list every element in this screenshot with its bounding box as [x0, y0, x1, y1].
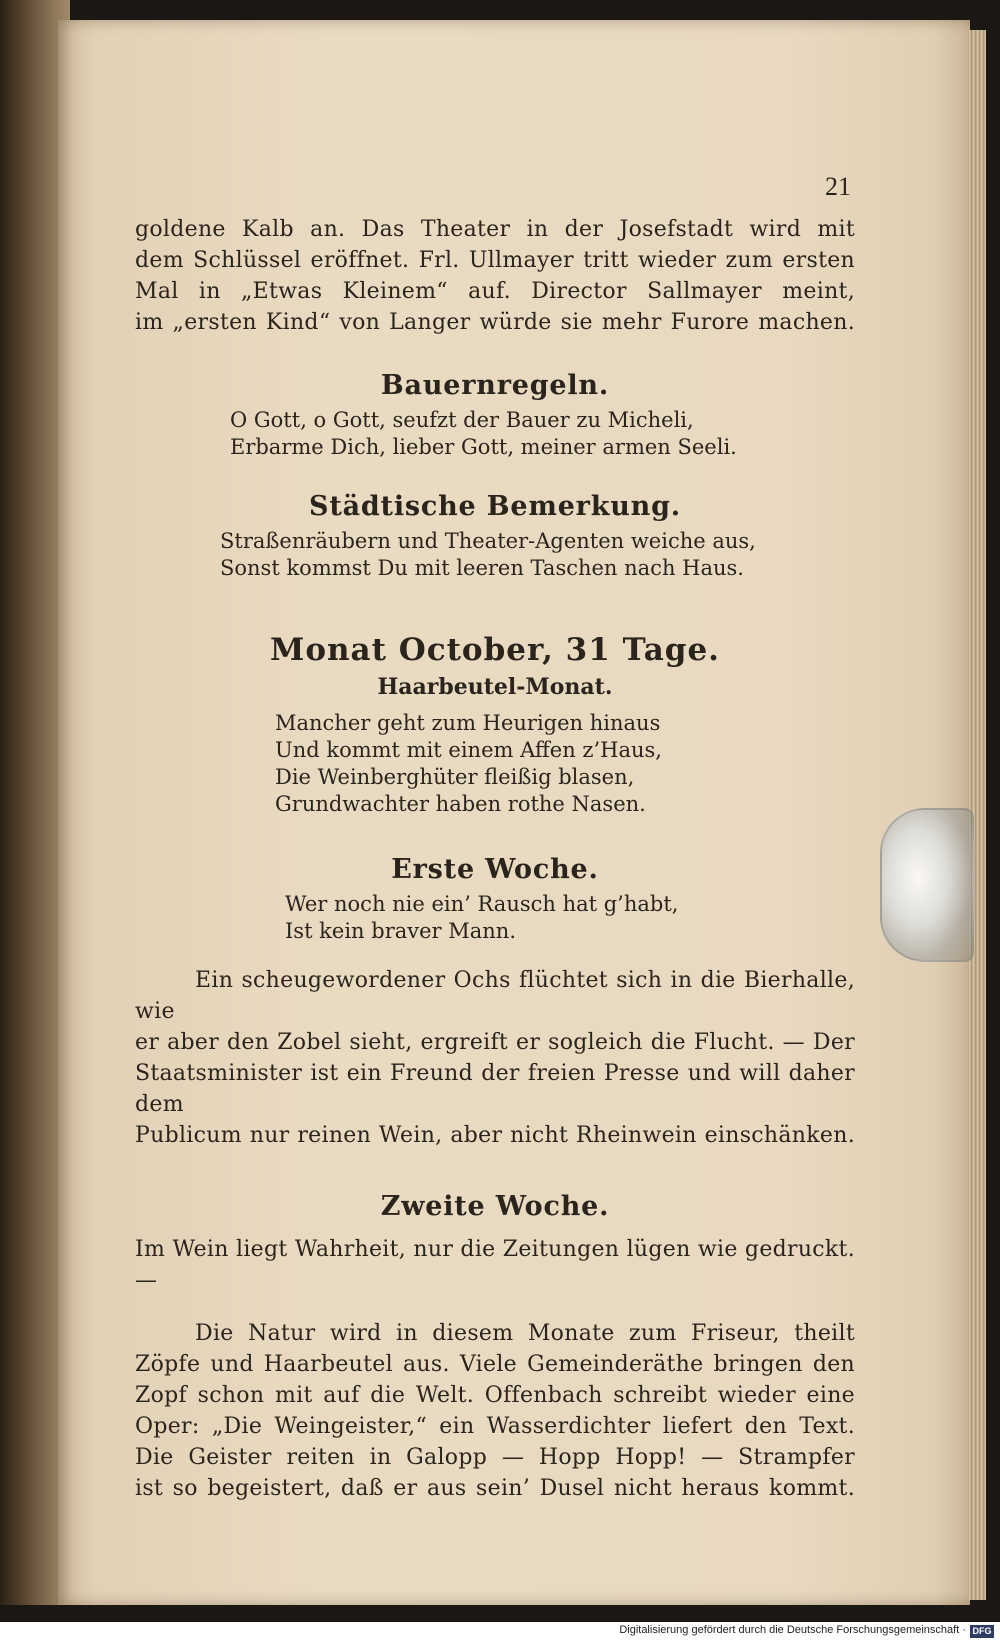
verse-line: Straßenräubern und Theater-Agenten weiche aus, [220, 529, 756, 553]
section-erste-woche [135, 854, 855, 1151]
section-title: Bauernregeln. [380, 370, 610, 401]
text-line: Publicum nur reinen Wein, aber nicht Rheinwein einschänken. [135, 1123, 855, 1148]
section-staedtische-bemerkung [135, 491, 855, 582]
intro-paragraph [135, 214, 855, 338]
verse-line: Sonst kommst Du mit leeren Taschen nach Haus. [220, 556, 744, 580]
verse-line: Mancher geht zum Heurigen hinaus [275, 711, 661, 735]
text-line: Die Geister reiten in Galopp — Hopp Hopp! — Strampfer [135, 1445, 855, 1470]
text-line: Zopf schon mit auf die Welt. Offenbach schreibt wieder eine [135, 1383, 855, 1408]
text-line: Oper: „Die Weingeister,“ ein Wasserdichter liefert den Text. [135, 1414, 855, 1439]
month-subtitle: Haarbeutel-Monat. [377, 674, 613, 700]
verse-line: Ist kein braver Mann. [285, 919, 517, 943]
verse-line: Die Weinberghüter fleißig blasen, [275, 765, 635, 789]
footer-credit: Digitalisierung gefördert durch die Deutsche Forschungsgemeinschaft · [619, 1624, 966, 1636]
section-month-october [135, 632, 855, 818]
section-bauernregeln [135, 370, 855, 461]
text-line: dem Schlüssel eröffnet. Frl. Ullmayer tritt wieder zum ersten [135, 248, 855, 273]
dfg-logo: DFG [970, 1625, 994, 1638]
page-clip [880, 808, 974, 962]
text-line: im „ersten Kind“ von Langer würde sie mehr Furore machen. [135, 310, 855, 335]
verse-line: O Gott, o Gott, seufzt der Bauer zu Micheli, [230, 408, 694, 432]
text-line: Staatsminister ist ein Freund der freien Presse und will daher dem [135, 1061, 855, 1117]
verse-line: Wer noch nie ein’ Rausch hat g’habt, [285, 892, 679, 916]
section-title: Erste Woche. [391, 854, 599, 885]
verse-line: Erbarme Dich, lieber Gott, meiner armen Seeli. [230, 435, 737, 459]
page-content [135, 170, 855, 1504]
month-title: Monat October, 31 Tage. [270, 632, 720, 668]
text-line: Mal in „Etwas Kleinem“ auf. Director Sallmayer meint, [135, 279, 855, 304]
verse-line: Grundwachter haben rothe Nasen. [275, 792, 646, 816]
text-line: er aber den Zobel sieht, ergreift er sogleich die Flucht. — Der [135, 1030, 855, 1055]
text-line: Zöpfe und Haarbeutel aus. Viele Gemeinderäthe bringen den [135, 1352, 855, 1377]
footer-bar [0, 1622, 1000, 1642]
section-title: Zweite Woche. [380, 1191, 610, 1222]
section-title: Städtische Bemerkung. [309, 491, 681, 522]
page-number: 21 [825, 172, 851, 201]
verse-line: Und kommt mit einem Affen z’Haus, [275, 738, 662, 762]
section-zweite-woche [135, 1191, 855, 1504]
text-line: Im Wein liegt Wahrheit, nur die Zeitungen lügen wie gedruckt. — [135, 1237, 855, 1293]
text-line: Die Natur wird in diesem Monate zum Friseur, theilt [195, 1321, 855, 1346]
text-line: ist so begeistert, daß er aus sein’ Dusel nicht heraus kommt. [135, 1476, 855, 1501]
text-line: Ein scheugewordener Ochs flüchtet sich in die Bierhalle, wie [135, 968, 855, 1024]
text-line: goldene Kalb an. Das Theater in der Josefstadt wird mit [135, 217, 855, 242]
